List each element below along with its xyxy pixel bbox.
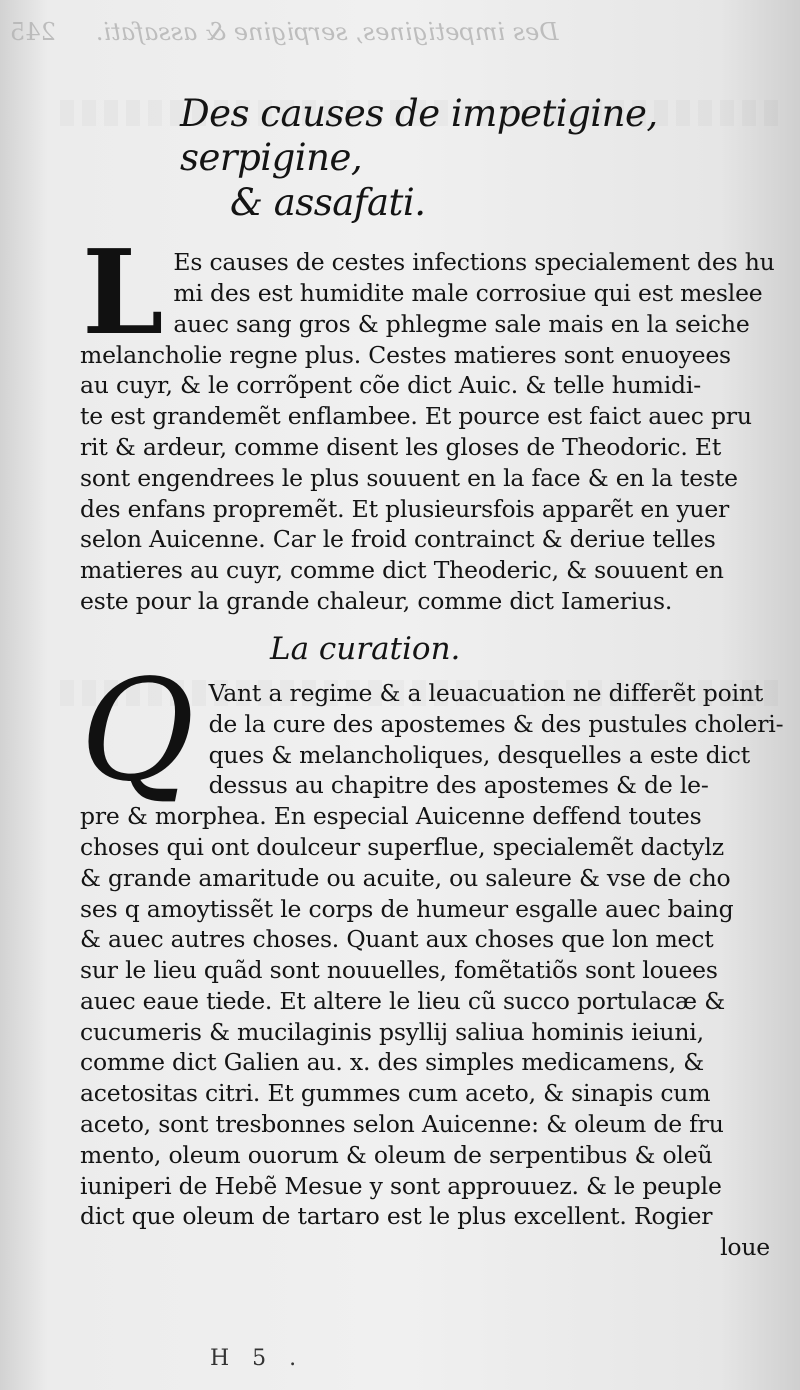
signature-mark: H 5 . bbox=[210, 1346, 305, 1371]
section-title-causes bbox=[180, 92, 770, 225]
text-line: mento, oleum ouorum & oleum de serpentibus & oleũ bbox=[80, 1140, 713, 1169]
text-line: ses q amoytissẽt le corps de humeur esgalle auec baing bbox=[80, 894, 734, 923]
text-line: auec eaue tiede. Et altere le lieu cũ succo portulacæ & bbox=[80, 986, 725, 1015]
title-line-1: Des causes de impetigine, serpigine, bbox=[180, 92, 658, 180]
text-line: este pour la grande chaleur, comme dict Iamerius. bbox=[80, 586, 673, 615]
drop-cap-l: L bbox=[82, 225, 164, 362]
bleedthrough-page-number: 245 bbox=[10, 18, 56, 46]
text-line: te est grandemẽt enflambee. Et pource est faict auec pru bbox=[80, 402, 752, 431]
text-line: auec sang gros & phlegme sale mais en la seiche bbox=[173, 309, 750, 338]
paragraph-causes bbox=[80, 225, 775, 617]
text-line: loue bbox=[720, 1233, 770, 1262]
title-line-2: & assafati. bbox=[230, 180, 426, 224]
text-line: iuniperi de Hebẽ Mesue y sont approuuez. & le peuple bbox=[80, 1171, 722, 1200]
text-line: choses qui ont doulceur superflue, specialemẽt dactylz bbox=[80, 832, 724, 861]
text-line: mi des est humidite male corrosiue qui est meslee bbox=[173, 278, 763, 307]
text-line: des enfans propremẽt. Et plusieursfois apparẽt en yuer bbox=[80, 494, 730, 523]
text-line: sont engendrees le plus souuent en la face & en la teste bbox=[80, 463, 738, 492]
text-line: dessus au chapitre des apostemes & de le- bbox=[208, 771, 709, 800]
text-line: ques & melancholiques, desquelles a este dict bbox=[208, 740, 750, 769]
text-line: selon Auicenne. Car le froid contrainct & deriue telles bbox=[80, 525, 716, 554]
paragraph-curation bbox=[80, 649, 784, 1263]
drop-cap-q: Q bbox=[80, 649, 195, 813]
bleedthrough-head-text: Des impetigines, serpigine & assafati. bbox=[95, 18, 559, 46]
text-line: & grande amaritude ou acuite, ou saleure & vse de cho bbox=[80, 863, 731, 892]
text-line: matieres au cuyr, comme dict Theoderic, & souuent en bbox=[80, 556, 724, 585]
text-line: au cuyr, & le corrõpent cõe dict Auic. & telle humidi- bbox=[80, 371, 701, 400]
text-line: sur le lieu quãd sont nouuelles, fomẽtatiõs sont louees bbox=[80, 956, 718, 985]
text-line: acetositas citri. Et gummes cum aceto, & sinapis cum bbox=[80, 1079, 711, 1108]
text-line: melancholie regne plus. Cestes matieres sont enuoyees bbox=[80, 340, 731, 369]
text-line: Vant a regime & a leuacuation ne differẽt point bbox=[208, 678, 764, 707]
page-content bbox=[80, 92, 784, 1263]
text-line: comme dict Galien au. x. des simples medicamens, & bbox=[80, 1048, 704, 1077]
text-line: Es causes de cestes infections specialement des hu bbox=[173, 248, 775, 277]
text-line: aceto, sont tresbonnes selon Auicenne: & oleum de fru bbox=[80, 1110, 724, 1139]
text-line: de la cure des apostemes & des pustules choleri- bbox=[208, 709, 784, 738]
text-line: pre & morphea. En especial Auicenne deffend toutes bbox=[80, 802, 702, 831]
text-line: dict que oleum de tartaro est le plus excellent. Rogier bbox=[80, 1202, 713, 1231]
text-line: rit & ardeur, comme disent les gloses de Theodoric. Et bbox=[80, 432, 722, 461]
text-line: & auec autres choses. Quant aux choses que lon mect bbox=[80, 925, 714, 954]
section-title-curation: La curation. bbox=[270, 630, 461, 667]
text-line: cucumeris & mucilaginis psyllij saliua hominis ieiuni, bbox=[80, 1017, 704, 1046]
bleedthrough-running-head bbox=[0, 18, 800, 46]
